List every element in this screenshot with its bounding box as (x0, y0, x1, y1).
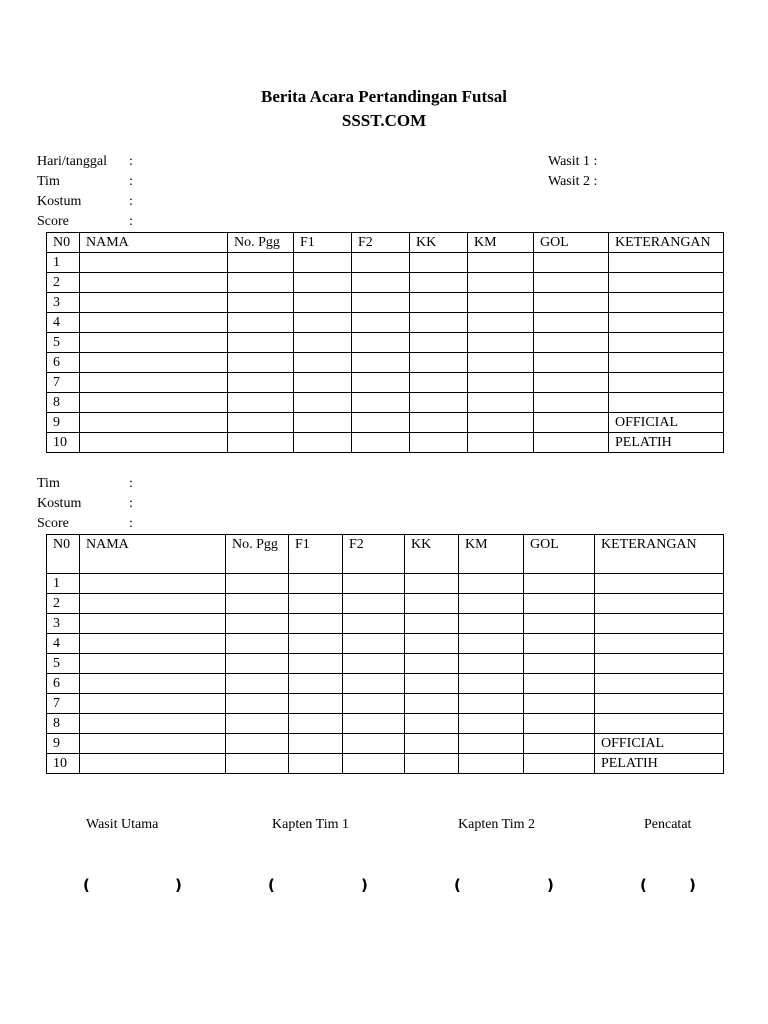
table-cell (352, 293, 410, 313)
cell-keterangan (609, 273, 724, 293)
signature-open-bracket: ( (83, 876, 90, 894)
signature-close-bracket: ) (361, 876, 368, 894)
table-cell (80, 433, 228, 453)
table-cell (459, 654, 524, 674)
row-number: 2 (47, 594, 80, 614)
table-cell (80, 373, 228, 393)
table-cell (80, 654, 226, 674)
table-cell (80, 634, 226, 654)
table-cell (80, 694, 226, 714)
row-number: 4 (47, 313, 80, 333)
table-cell (343, 674, 405, 694)
field-tim-2 (37, 474, 147, 494)
signature-label-pencatat: Pencatat (644, 817, 692, 832)
signature-open-bracket: ( (640, 876, 647, 894)
header-no-pgg: No. Pgg (226, 535, 289, 574)
table-cell (289, 694, 343, 714)
row-number: 4 (47, 634, 80, 654)
field-label: Score (37, 516, 69, 531)
table-cell (294, 333, 352, 353)
row-number: 1 (47, 574, 80, 594)
table-cell (534, 253, 609, 273)
row-number: 6 (47, 353, 80, 373)
row-number: 10 (47, 754, 80, 774)
table-cell (294, 373, 352, 393)
table-cell (468, 253, 534, 273)
table-cell (459, 574, 524, 594)
table-row (47, 313, 724, 333)
table-cell (524, 614, 595, 634)
table-cell (352, 333, 410, 353)
table-cell (410, 333, 468, 353)
table-row (47, 253, 724, 273)
table-cell (352, 393, 410, 413)
table-cell (228, 313, 294, 333)
cell-keterangan (609, 373, 724, 393)
row-number: 6 (47, 674, 80, 694)
table-row (47, 393, 724, 413)
table-cell (228, 353, 294, 373)
field-kostum (37, 192, 147, 212)
table-cell (459, 714, 524, 734)
cell-keterangan (595, 654, 724, 674)
table-cell (534, 413, 609, 433)
table-cell (343, 734, 405, 754)
table-row (47, 353, 724, 373)
row-number: 8 (47, 714, 80, 734)
table-cell (228, 413, 294, 433)
table-cell (524, 574, 595, 594)
cell-keterangan (595, 574, 724, 594)
table-cell (289, 574, 343, 594)
field-colon: : (129, 516, 133, 531)
signature-open-bracket: ( (454, 876, 461, 894)
table-row (47, 574, 724, 594)
table-cell (534, 373, 609, 393)
field-colon: : (129, 194, 133, 209)
row-number: 3 (47, 293, 80, 313)
table-cell (352, 373, 410, 393)
cell-keterangan (595, 614, 724, 634)
table-cell (343, 754, 405, 774)
table-cell (405, 754, 459, 774)
table-cell (80, 674, 226, 694)
table-cell (226, 754, 289, 774)
signature-label-wasit-utama: Wasit Utama (86, 817, 159, 832)
table-cell (410, 293, 468, 313)
table-cell (534, 313, 609, 333)
header-gol: GOL (524, 535, 595, 574)
header-nama: NAMA (80, 535, 226, 574)
table-cell (289, 734, 343, 754)
table-cell (294, 293, 352, 313)
table-header-row (47, 535, 724, 574)
table-cell (343, 634, 405, 654)
table-cell (80, 594, 226, 614)
table-cell (352, 273, 410, 293)
row-number: 9 (47, 734, 80, 754)
table-cell (468, 313, 534, 333)
table-cell (405, 654, 459, 674)
table-cell (294, 253, 352, 273)
table-cell (468, 373, 534, 393)
table-cell (405, 674, 459, 694)
table-cell (289, 594, 343, 614)
table-cell (459, 734, 524, 754)
table-cell (343, 654, 405, 674)
table-cell (80, 614, 226, 634)
table-cell (524, 654, 595, 674)
table-cell (226, 574, 289, 594)
field-tim (37, 172, 147, 192)
document-title: Berita Acara Pertandingan Futsal (260, 87, 507, 106)
table-row (47, 674, 724, 694)
header-f1: F1 (294, 233, 352, 253)
table-cell (294, 273, 352, 293)
header-f1: F1 (289, 535, 343, 574)
table-row (47, 614, 724, 634)
table-cell (410, 433, 468, 453)
table-cell (80, 273, 228, 293)
table-cell (80, 253, 228, 273)
table-cell (294, 313, 352, 333)
header-km: KM (459, 535, 524, 574)
field-label: Kostum (37, 496, 82, 511)
table-cell (80, 353, 228, 373)
table-cell (459, 754, 524, 774)
header-keterangan: KETERANGAN (595, 535, 724, 574)
cell-keterangan (609, 313, 724, 333)
table-cell (410, 353, 468, 373)
table-cell (228, 393, 294, 413)
row-number: 1 (47, 253, 80, 273)
table-cell (405, 614, 459, 634)
signature-label-kapten-1: Kapten Tim 1 (272, 817, 350, 832)
table-row (47, 373, 724, 393)
table-cell (289, 714, 343, 734)
row-number: 2 (47, 273, 80, 293)
table-cell (459, 674, 524, 694)
table-cell (410, 313, 468, 333)
cell-keterangan (595, 674, 724, 694)
header-no: N0 (47, 535, 80, 574)
table-cell (352, 353, 410, 373)
table-cell (226, 594, 289, 614)
table-cell (228, 253, 294, 273)
table-cell (468, 433, 534, 453)
team2-roster-body (47, 574, 724, 774)
table-row (47, 413, 724, 433)
header-nama: NAMA (80, 233, 228, 253)
header-gol: GOL (534, 233, 609, 253)
table-cell (405, 574, 459, 594)
field-label: Score (37, 214, 69, 229)
field-colon: : (129, 496, 133, 511)
table-cell (343, 694, 405, 714)
cell-keterangan: PELATIH (595, 754, 724, 774)
table-row (47, 694, 724, 714)
team2-roster-table (46, 534, 724, 774)
table-cell (226, 634, 289, 654)
table-cell (294, 353, 352, 373)
row-number: 7 (47, 694, 80, 714)
table-row (47, 333, 724, 353)
field-label: Kostum (37, 194, 82, 209)
field-label: Hari/tanggal (37, 154, 107, 169)
cell-keterangan: PELATIH (609, 433, 724, 453)
table-cell (468, 353, 534, 373)
table-cell (410, 373, 468, 393)
field-colon: : (129, 174, 133, 189)
table-cell (294, 393, 352, 413)
table-cell (80, 293, 228, 313)
table-cell (352, 413, 410, 433)
signature-close-bracket: ) (689, 876, 696, 894)
field-score (37, 212, 147, 232)
table-cell (343, 614, 405, 634)
table-cell (80, 413, 228, 433)
cell-keterangan (609, 353, 724, 373)
field-score-2 (37, 514, 147, 534)
team1-roster-table (46, 232, 724, 453)
table-cell (289, 754, 343, 774)
table-cell (459, 614, 524, 634)
signature-open-bracket: ( (268, 876, 275, 894)
table-cell (405, 594, 459, 614)
table-cell (468, 273, 534, 293)
table-cell (459, 694, 524, 714)
field-wasit-1: Wasit 1 : (548, 154, 598, 169)
table-cell (468, 393, 534, 413)
row-number: 8 (47, 393, 80, 413)
table-cell (228, 273, 294, 293)
table-cell (405, 734, 459, 754)
table-cell (294, 433, 352, 453)
field-colon: : (129, 154, 133, 169)
table-header-row (47, 233, 724, 253)
cell-keterangan (595, 694, 724, 714)
table-row (47, 433, 724, 453)
table-cell (352, 433, 410, 453)
header-kk: KK (405, 535, 459, 574)
field-wasit-2: Wasit 2 : (548, 174, 598, 189)
field-colon: : (129, 214, 133, 229)
cell-keterangan (595, 634, 724, 654)
team1-roster-body (47, 253, 724, 453)
table-cell (343, 574, 405, 594)
cell-keterangan (595, 714, 724, 734)
row-number: 5 (47, 333, 80, 353)
table-cell (80, 574, 226, 594)
header-no-pgg: No. Pgg (228, 233, 294, 253)
field-hari-tanggal (37, 152, 147, 172)
header-keterangan: KETERANGAN (609, 233, 724, 253)
table-cell (468, 333, 534, 353)
header-f2: F2 (352, 233, 410, 253)
table-cell (226, 714, 289, 734)
table-cell (228, 373, 294, 393)
table-cell (468, 293, 534, 313)
table-cell (228, 433, 294, 453)
table-cell (410, 413, 468, 433)
table-cell (80, 754, 226, 774)
table-cell (352, 313, 410, 333)
row-number: 9 (47, 413, 80, 433)
table-cell (405, 714, 459, 734)
header-no: N0 (47, 233, 80, 253)
table-cell (534, 333, 609, 353)
table-cell (352, 253, 410, 273)
table-cell (343, 594, 405, 614)
table-cell (228, 293, 294, 313)
table-cell (226, 614, 289, 634)
table-row (47, 714, 724, 734)
row-number: 3 (47, 614, 80, 634)
header-f2: F2 (343, 535, 405, 574)
table-cell (289, 634, 343, 654)
header-kk: KK (410, 233, 468, 253)
table-row (47, 634, 724, 654)
table-cell (468, 413, 534, 433)
table-cell (405, 634, 459, 654)
table-cell (294, 413, 352, 433)
table-cell (80, 393, 228, 413)
cell-keterangan (609, 253, 724, 273)
row-number: 10 (47, 433, 80, 453)
table-cell (534, 273, 609, 293)
table-cell (289, 654, 343, 674)
table-cell (534, 293, 609, 313)
table-cell (410, 393, 468, 413)
header-km: KM (468, 233, 534, 253)
field-kostum-2 (37, 494, 147, 514)
table-cell (459, 594, 524, 614)
table-cell (534, 353, 609, 373)
table-row (47, 594, 724, 614)
table-row (47, 273, 724, 293)
table-cell (226, 674, 289, 694)
table-cell (524, 634, 595, 654)
table-cell (534, 433, 609, 453)
table-cell (410, 253, 468, 273)
table-cell (80, 313, 228, 333)
table-cell (80, 714, 226, 734)
table-cell (228, 333, 294, 353)
field-colon: : (129, 476, 133, 491)
table-cell (226, 694, 289, 714)
document-subtitle: SSST.COM (341, 111, 427, 130)
row-number: 7 (47, 373, 80, 393)
cell-keterangan (595, 594, 724, 614)
cell-keterangan (609, 293, 724, 313)
cell-keterangan (609, 333, 724, 353)
signature-close-bracket: ) (175, 876, 182, 894)
signature-label-kapten-2: Kapten Tim 2 (458, 817, 536, 832)
cell-keterangan (609, 393, 724, 413)
table-cell (524, 754, 595, 774)
table-row (47, 754, 724, 774)
table-cell (524, 714, 595, 734)
table-cell (524, 594, 595, 614)
row-number: 5 (47, 654, 80, 674)
field-label: Tim (37, 174, 60, 189)
table-cell (410, 273, 468, 293)
table-cell (226, 734, 289, 754)
table-cell (343, 714, 405, 734)
table-cell (524, 674, 595, 694)
table-cell (524, 734, 595, 754)
table-row (47, 734, 724, 754)
table-cell (524, 694, 595, 714)
table-row (47, 654, 724, 674)
field-label: Tim (37, 476, 60, 491)
table-cell (534, 393, 609, 413)
signature-close-bracket: ) (547, 876, 554, 894)
table-cell (289, 614, 343, 634)
cell-keterangan: OFFICIAL (609, 413, 724, 433)
table-cell (289, 674, 343, 694)
table-row (47, 293, 724, 313)
table-cell (226, 654, 289, 674)
table-cell (405, 694, 459, 714)
cell-keterangan: OFFICIAL (595, 734, 724, 754)
table-cell (80, 734, 226, 754)
table-cell (459, 634, 524, 654)
table-cell (80, 333, 228, 353)
